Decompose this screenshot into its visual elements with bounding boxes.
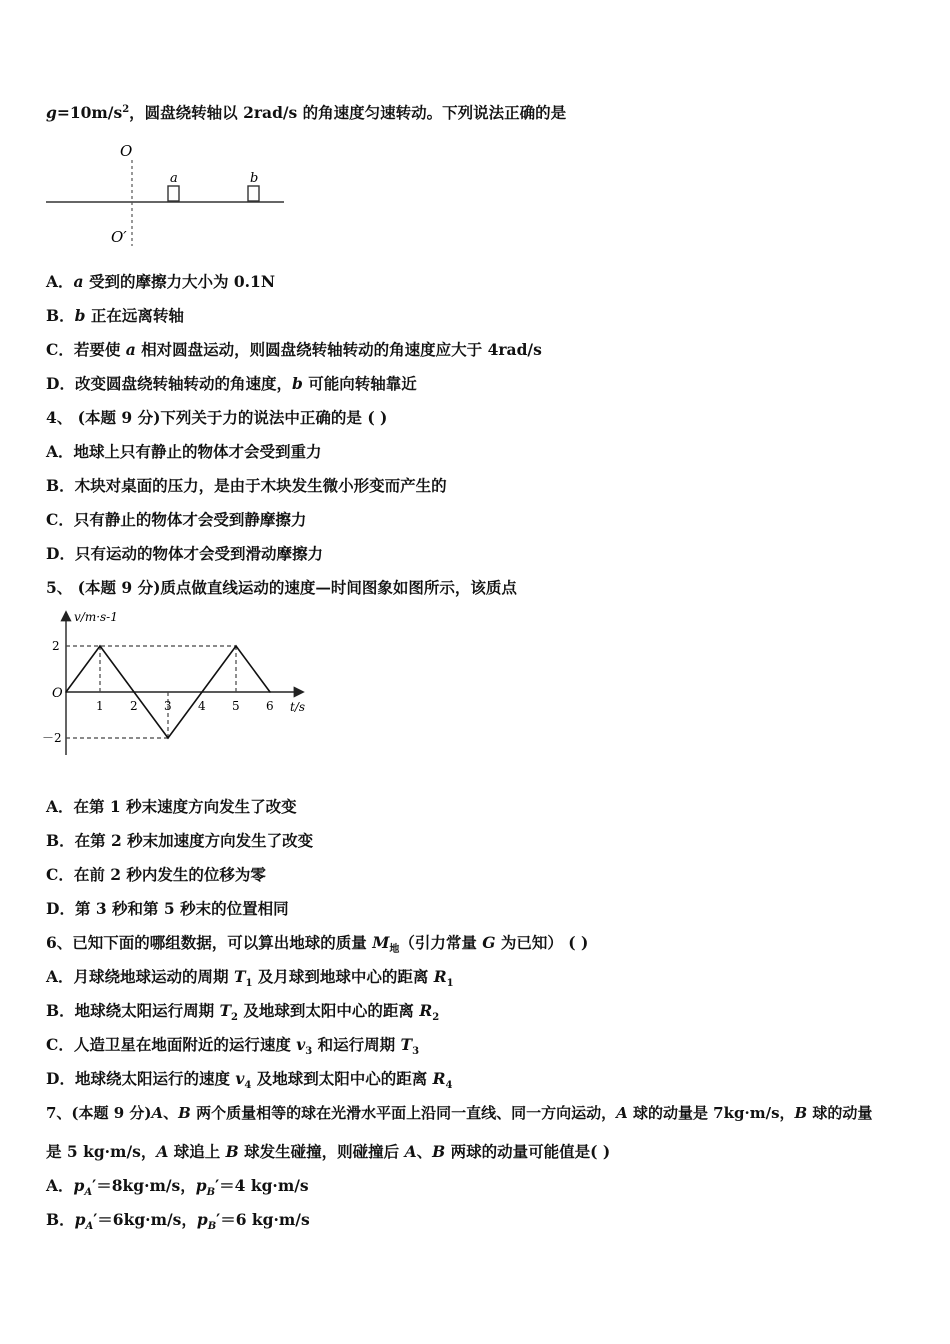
data-point-4 <box>201 691 203 693</box>
data-point-1 <box>99 645 101 647</box>
origin-label: O <box>52 686 63 701</box>
x-tick-label-6: 6 <box>266 699 274 713</box>
q6-stem: 6、已知下面的哪组数据，可以算出地球的质量 $M_地$（引力常量 G 为已知） ( ) <box>46 933 589 956</box>
q3-option-b: B．b 正在远离转轴 <box>46 306 184 325</box>
q4-stem: 4、 (本题 9 分)下列关于力的说法中正确的是 ( ) <box>46 408 388 427</box>
x-tick-label-5: 5 <box>232 699 240 713</box>
vt-graph <box>40 605 320 765</box>
block-b <box>248 186 259 201</box>
y-axis-label: v/m·s-1 <box>74 610 118 624</box>
q4-option-a: A．地球上只有静止的物体才会受到重力 <box>46 442 322 461</box>
q5-option-c: C．在前 2 秒内发生的位移为零 <box>46 865 266 884</box>
block-a <box>168 186 179 201</box>
label-o-prime: O′ <box>111 228 127 246</box>
x-tick-label-2: 2 <box>130 699 138 713</box>
data-point-5 <box>235 645 237 647</box>
q5-option-d: D．第 3 秒和第 5 秒末的位置相同 <box>46 899 289 918</box>
q4-option-d: D．只有运动的物体才会受到滑动摩擦力 <box>46 544 323 563</box>
y-tick-label-neg2: －2 <box>42 731 62 745</box>
q3-option-a: A．a 受到的摩擦力大小为 0.1N <box>46 272 276 291</box>
y-tick-label-2: 2 <box>52 639 60 653</box>
q5-stem: 5、 (本题 9 分)质点做直线运动的速度—时间图象如图所示，该质点 <box>46 578 517 597</box>
q7-option-a: A．$p_A'=8kg\cdot m/s$，$p_B'=4$ kg·m/s <box>46 1176 309 1199</box>
q7-stem-line2: 是 5 kg·m/s，A 球追上 B 球发生碰撞，则碰撞后 A、B 两球的动量可能值是( ) <box>46 1142 611 1161</box>
q5-option-b: B．在第 2 秒末加速度方向发生了改变 <box>46 831 314 850</box>
q6-option-c: C．人造卫星在地面附近的运行速度 $v_3$ 和运行周期 $T_3$ <box>46 1035 420 1058</box>
disk-diagram <box>44 138 289 250</box>
x-axis-label: t/s <box>290 700 306 714</box>
q4-option-c: C．只有静止的物体才会受到静摩擦力 <box>46 510 307 529</box>
data-point-0 <box>65 691 67 693</box>
data-point-3 <box>167 737 169 739</box>
x-tick-label-1: 1 <box>96 699 104 713</box>
q6-option-b: B．地球绕太阳运行周期 $T_2$ 及地球到太阳中心的距离 $R_2$ <box>46 1001 440 1024</box>
intro-line: $g=10m/s^2$，圆盘绕转轴以 2rad/s 的角速度匀速转动。下列说法正确的是 <box>46 103 567 122</box>
label-o: O <box>120 142 133 160</box>
x-tick-label-3: 3 <box>164 699 172 713</box>
label-b: b <box>250 171 259 186</box>
q7-stem-line1: 7、(本题 9 分)A、B 两个质量相等的球在光滑水平面上沿同一直线、同一方向运动，A 球的动量是 7kg·m/s，B 球的动量 <box>46 1104 873 1122</box>
x-tick-label-4: 4 <box>198 699 206 713</box>
var-g: g <box>46 103 57 122</box>
data-point-6 <box>269 691 271 693</box>
q3-option-d: D．改变圆盘绕转轴转动的角速度，b 可能向转轴靠近 <box>46 374 417 393</box>
q3-option-c: C．若要使 a 相对圆盘运动，则圆盘绕转轴转动的角速度应大于 4rad/s <box>46 340 542 359</box>
q4-option-b: B．木块对桌面的压力，是由于木块发生微小形变而产生的 <box>46 476 447 495</box>
label-a: a <box>170 171 178 186</box>
data-point-2 <box>133 691 135 693</box>
q6-option-d: D．地球绕太阳运行的速度 $v_4$ 及地球到太阳中心的距离 $R_4$ <box>46 1069 453 1092</box>
q5-option-a: A．在第 1 秒末速度方向发生了改变 <box>46 797 297 816</box>
q6-option-a: A．月球绕地球运动的周期 $T_1$ 及月球到地球中心的距离 $R_1$ <box>46 967 454 990</box>
q7-option-b: B．$p_A'=6kg\cdot m/s$，$p_B'=6$ kg·m/s <box>46 1210 310 1233</box>
